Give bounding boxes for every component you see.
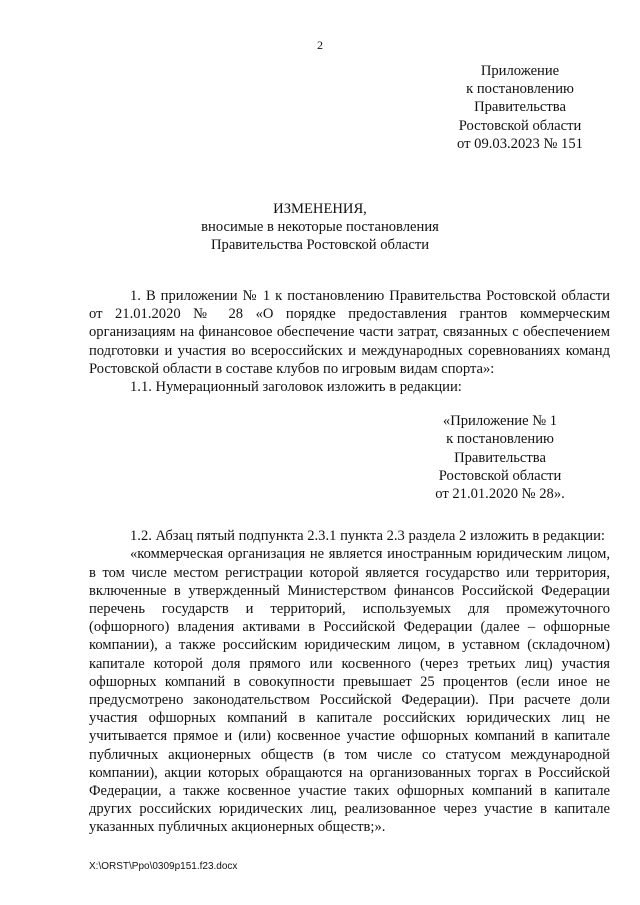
appendix-line: Приложение bbox=[480, 63, 560, 79]
quoted-appendix-header bbox=[390, 412, 610, 503]
document-title bbox=[0, 200, 640, 254]
appendix-line: Ростовской области bbox=[458, 117, 582, 134]
title-subline: Правительства Ростовской области bbox=[210, 237, 430, 253]
paragraph-item-1: 1. В приложении № 1 к постановлению Правительства Ростовской области от 21.01.2020 № 28 «О порядке предоставления грантов коммерческим организациям на финансовое обеспечение части затрат, связанных с обеспечением подготовки и участия во всероссийских и международных соревнованиях команд Ростовской области в составе клубов по игровым видам спорта»: bbox=[89, 288, 610, 377]
appendix-line: от 09.03.2023 № 151 bbox=[457, 135, 583, 152]
paragraph-item-1-2: 1.2. Абзац пятый подпункта 2.3.1 пункта 2.3 раздела 2 изложить в редакции: bbox=[130, 528, 605, 545]
title-subline: вносимые в некоторые постановления bbox=[201, 219, 439, 235]
quote-line: к постановлению bbox=[446, 431, 554, 448]
appendix-line: Правительства bbox=[474, 99, 566, 116]
document-body bbox=[89, 287, 610, 837]
appendix-line: к постановлению bbox=[466, 81, 574, 98]
quote-line: «Приложение № 1 bbox=[442, 413, 558, 430]
quote-line: от 21.01.2020 № 28». bbox=[435, 486, 565, 503]
page-number: 2 bbox=[317, 38, 323, 52]
quote-line: Правительства bbox=[454, 449, 546, 466]
appendix-block bbox=[440, 62, 600, 153]
title-heading: ИЗМЕНЕНИЯ, bbox=[273, 201, 367, 217]
paragraph-quoted-text: «коммерческая организация не является иностранным юридическим лицом, в том числе местом регистрации которой является государство или территория, включенные в утвержденный Министерством финансов Российской Федерации перечень государств и территорий, используемых для промежуточного (офшорного) владения активами в Российской Федерации (далее – офшорные компании), а также российским юридическим лицом, в уставном (складочном) капитале которой доля прямого или косвенного (через третьих лиц) участия офшорных компаний в совокупности превышает 25 процентов (если иное не предусмотрено законодательством Российской Федерации). При расчете доли участия офшорных компаний в капитале российских юридических лиц не учитывается прямое и (или) косвенное участие офшорных компаний в капитале публичных акционерных обществ (в том числе со статусом международной компании), акции которых обращаются на организованных торгах в Российской Федерации, а также косвенное участие таких офшорных компаний в капитале других российских юридических лиц, реализованное через участие в капитале указанных публичных акционерных обществ;». bbox=[89, 546, 610, 836]
file-path-footer: X:\ORST\Ppo\0309p151.f23.docx bbox=[89, 861, 238, 872]
quote-line: Ростовской области bbox=[438, 467, 562, 484]
paragraph-item-1-1: 1.1. Нумерационный заголовок изложить в редакции: bbox=[130, 379, 462, 396]
